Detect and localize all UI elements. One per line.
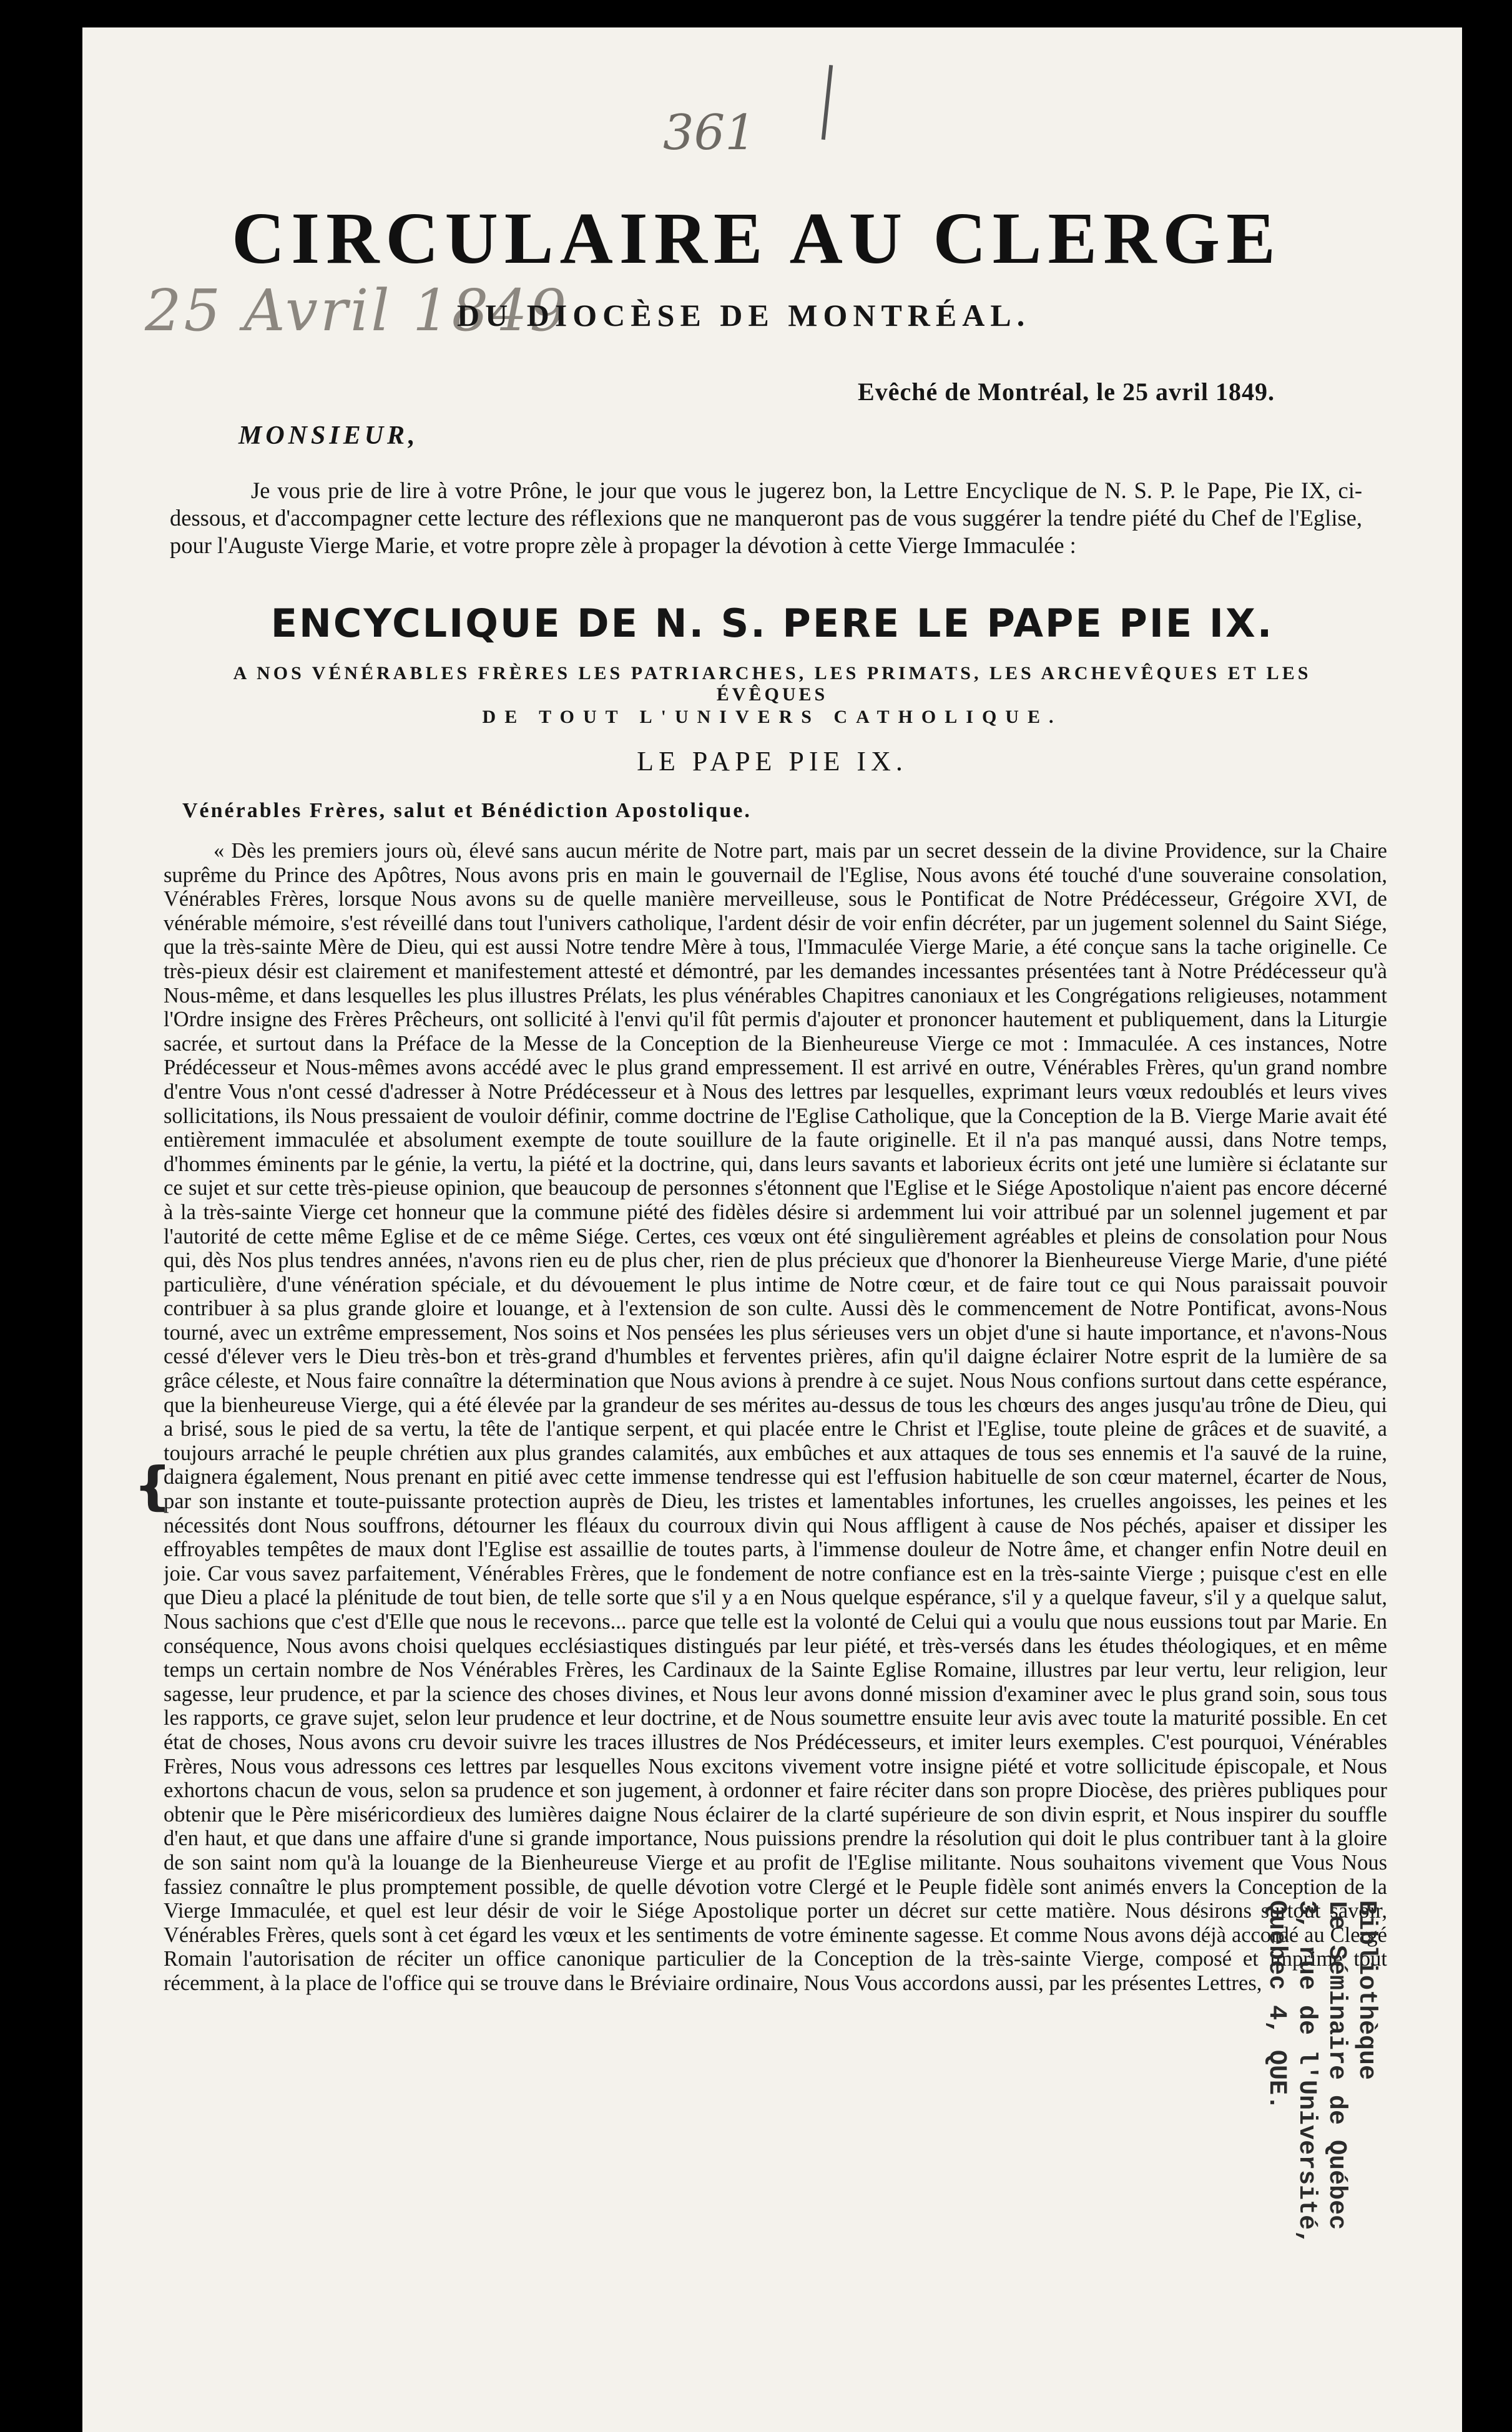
encyclical-body: « Dès les premiers jours où, élevé sans aucun mérite de Notre part, mais par un secret dessein de la divine Providence, sur la Chaire suprême du Prince des Apôtres, Nous avons pris en main le gouvernail de l'Eglise, Nous avons été touché d'une souveraine consolation, Vénérables Frères, lorsque Nous avons su de quelle manière merveilleuse, sous le Pontificat de Notre Prédécesseur, Grégoire XVI, de vénérable mémoire, s'est réveillé dans tout l'univers catholique, l'ardent désir de voir enfin décréter, par un jugement solennel du Saint Siége, que la très-sainte Mère de Dieu, qui est aussi Notre tendre Mère à tous, l'Immaculée Vierge Marie, a été conçue sans la tache originelle. Ce très-pieux désir est clairement et manifestement attesté et démontré, par les demandes incessantes présentées tant à Notre Prédécesseur qu'à Nous-même, et dans lesquelles les plus illustres Prélats, les plus vénérables Chapitres canoniaux et les Congrégations religieuses, notamment l'Ordre insigne des Frères Prêcheurs, ont sollicité à l'envi qu'il fût permis d'ajouter et prononcer hautement et publiquement, dans la Liturgie sacrée, et surtout dans la Préface de la Messe de la Conception de la Bienheureuse Vierge ce mot : Immaculée. A ces instances, Notre Prédécesseur et Nous-mêmes avons accédé avec le plus grand empressement. Il est arrivé en outre, Vénérables Frères, qu'un grand nombre d'entre Vous n'ont cessé d'adresser à Notre Prédécesseur et à Nous des lettres par lesquelles, exprimant leurs vœux redoublés et leurs vives sollicitations, ils Nous pressaient de vouloir définir, comme doctrine de l'Eglise Catholique, que la Conception de la B. Vierge Marie avait été entièrement immaculée et absolument exempte de toute souillure de la faute originelle. Et il n'a pas manqué aussi, dans Notre temps, d'hommes éminents par le génie, la vertu, la piété et la doctrine, qui, dans leurs savants et laborieux écrits ont jeté une lumière si éclatante sur ce sujet et sur cette très-pieuse opinion, que beaucoup de personnes s'étonnent que l'Eglise et le Siége Apostolique n'aient pas encore décerné à la très-sainte Vierge cet honneur que la commune piété des fidèles désire si ardemment lui voir attribué par un solennel jugement et par l'autorité de cette même Eglise et de ce même Siége. Certes, ces vœux ont été singulièrement agréables et pleins de consolation pour Nous qui, dès Nos plus tendres années, n'avons rien eu de plus cher, rien de plus précieux que d'honorer la Bienheureuse Vierge Marie, d'une piété particulière, d'une vénération spéciale, et du dévouement le plus intime de Notre cœur, et de faire tout ce qui Nous paraissait pouvoir contribuer à sa plus grande gloire et louange, et à l'extension de son culte. Aussi dès le commencement de Notre Pontificat, avons-Nous tourné, avec un extrême empressement, Nos soins et Nos pensées les plus sérieuses vers un objet d'une si haute importance, et n'avons-Nous cessé d'élever vers le Dieu très-bon et très-grand d'humbles et ferventes prières, afin qu'il daigne éclairer Notre esprit de la lumière de sa grâce céleste, et Nous faire connaître la détermination que Nous avions à prendre à ce sujet. Nous Nous confions surtout dans cette espérance, que la bienheureuse Vierge, qui a été élevée par la grandeur de ses mérites au-dessus de tous les chœurs des anges jusqu'au trône de Dieu, qui a brisé, sous le pied de sa vertu, la tête de l'antique serpent, et qui placée entre le Christ et l'Eglise, toute pleine de grâces et de suavité, a toujours arraché le peuple chrétien aux plus grandes calamités, aux embûches et aux attaques de tous ses ennemis et l'a sauvé de la ruine, daignera également, Nous prenant en pitié avec cette immense tendresse qui est l'effusion habituelle de son cœur maternel, écarter de Nous, par son instante et toute-puissante protection auprès de Dieu, les tristes et lamentables infortunes, les cruelles angoisses, les peines et les nécessités dont Nous souffrons, détourner les fléaux du courroux divin qui Nous affligent à cause de Nos péchés, apaiser et dissiper les effroyables tempêtes de maux dont l'Eglise est assaillie de toutes parts, à l'immense douleur de Notre âme, et changer enfin Notre deuil en joie. Car vous savez parfaitement, Vénérables Frères, que le fondement de notre confiance est en la très-sainte Vierge ; puisque c'est en elle que Dieu a placé la plénitude de tout bien, de telle sorte que s'il y a en Nous quelque espérance, s'il y a quelque faveur, s'il y a quelque salut, Nous sachions que c'est d'Elle que nous le recevons... parce que telle est la volonté de Celui qui a voulu que nous eussions tout par Marie. En conséquence, Nous avons choisi quelques ecclésiastiques distingués par leur piété, et très-versés dans les études théologiques, et en même temps un certain nombre de Nos Vénérables Frères, les Cardinaux de la Sainte Eglise Romaine, illustres par leur vertu, leur religion, leur sagesse, leur prudence, et par la science des choses divines, et Nous leur avons donné mission d'examiner avec le plus grand soin, sous tous les rapports, ce grave sujet, selon leur prudence et leur doctrine, et de Nous soumettre ensuite leur avis avec toute la maturité possible. En cet état de choses, Nous avons cru devoir suivre les traces illustres de Nos Prédécesseurs, et imiter leurs exemples. C'est pourquoi, Vénérables Frères, Nous vous adressons ces lettres par lesquelles Nous excitons vivement votre insigne piété et votre sollicitude épiscopale, et Nous exhortons chacun de vous, selon sa prudence et son jugement, à ordonner et faire réciter dans son propre Diocèse, des prières publiques pour obtenir que le Père miséricordieux des lumières daigne Nous éclairer de la clarté supérieure de son divin esprit, et Nous inspirer du souffle d'en haut, et que dans une affaire d'une si grande importance, Nous puissions prendre la résolution qui doit le plus contribuer tant à la gloire de son saint nom qu'à la louange de la Bienheureuse Vierge et au profit de l'Eglise militante. Nous souhaitons vivement que Vous Nous fassiez connaître le plus promptement possible, de quelle dévotion votre Clergé et le Peuple fidèle sont animés envers la Conception de la Vierge Immaculée, et quel est leur désir de voir le Siége Apostolique porter un décret sur cette matière. Nous désirons surtout savoir, Vénérables Frères, quels sont à cet égard les vœux et les sentiments de votre éminente sagesse. Et comme Nous avons déjà accordé au Clergé Romain l'autorisation de réciter un office canonique particulier de la Conception de la très-sainte Vierge, composé et imprimé tout récemment, à la place de l'office qui se trouve dans le Bréviaire ordinaire, Nous Vous accordons aussi, par les présentes Lettres,	[164, 839, 1387, 1995]
apostolic-greeting: Vénérables Frères, salut et Bénédiction Apostolique.	[182, 799, 752, 822]
dateline: Evêché de Montréal, le 25 avril 1849.	[858, 378, 1275, 406]
stamp-line: Bibliothèque	[1352, 1900, 1380, 2081]
salutation: MONSIEUR,	[238, 421, 419, 450]
stamp-line: 3, rue de l'Université,	[1292, 1900, 1320, 2245]
encyclical-addressee: A NOS VÉNÉRABLES FRÈRES LES PATRIARCHES, LES PRIMATS, LES ARCHEVÊQUES ET LES ÉVÊQUES	[233, 663, 1312, 705]
document-title: CIRCULAIRE AU CLERGE	[232, 197, 1282, 279]
pen-stroke	[822, 65, 833, 140]
folio-annotation: 361	[663, 105, 756, 161]
document-subtitle: DU DIOCÈSE DE MONTRÉAL.	[457, 298, 1031, 333]
margin-mark: ❴	[132, 1459, 175, 1514]
library-stamp	[1262, 1900, 1381, 2245]
stamp-line: Québec 4, QUE.	[1262, 1900, 1290, 2111]
date-annotation: 25 Avril 1849	[145, 277, 569, 344]
encyclical-addressee-continued: DE TOUT L'UNIVERS CATHOLIQUE.	[482, 707, 1063, 727]
encyclical-title: ENCYCLIQUE DE N. S. PERE LE PAPE PIE IX.	[270, 601, 1274, 646]
document-page	[82, 27, 1462, 2432]
intro-paragraph: Je vous prie de lire à votre Prône, le jour que vous le jugerez bon, la Lettre Encyclique de N. S. P. le Pape, Pie IX, ci-dessous, et d'accompagner cette lecture des réflexions que ne manqueront pas de vous suggérer la tendre piété du Chef de l'Eglise, pour l'Auguste Vierge Marie, et votre propre zèle à propager la dévotion à cette Vierge Immaculée :	[170, 478, 1362, 558]
stamp-line: Le Séminaire de Québec	[1322, 1900, 1350, 2230]
pope-line: LE PAPE PIE IX.	[637, 746, 908, 777]
